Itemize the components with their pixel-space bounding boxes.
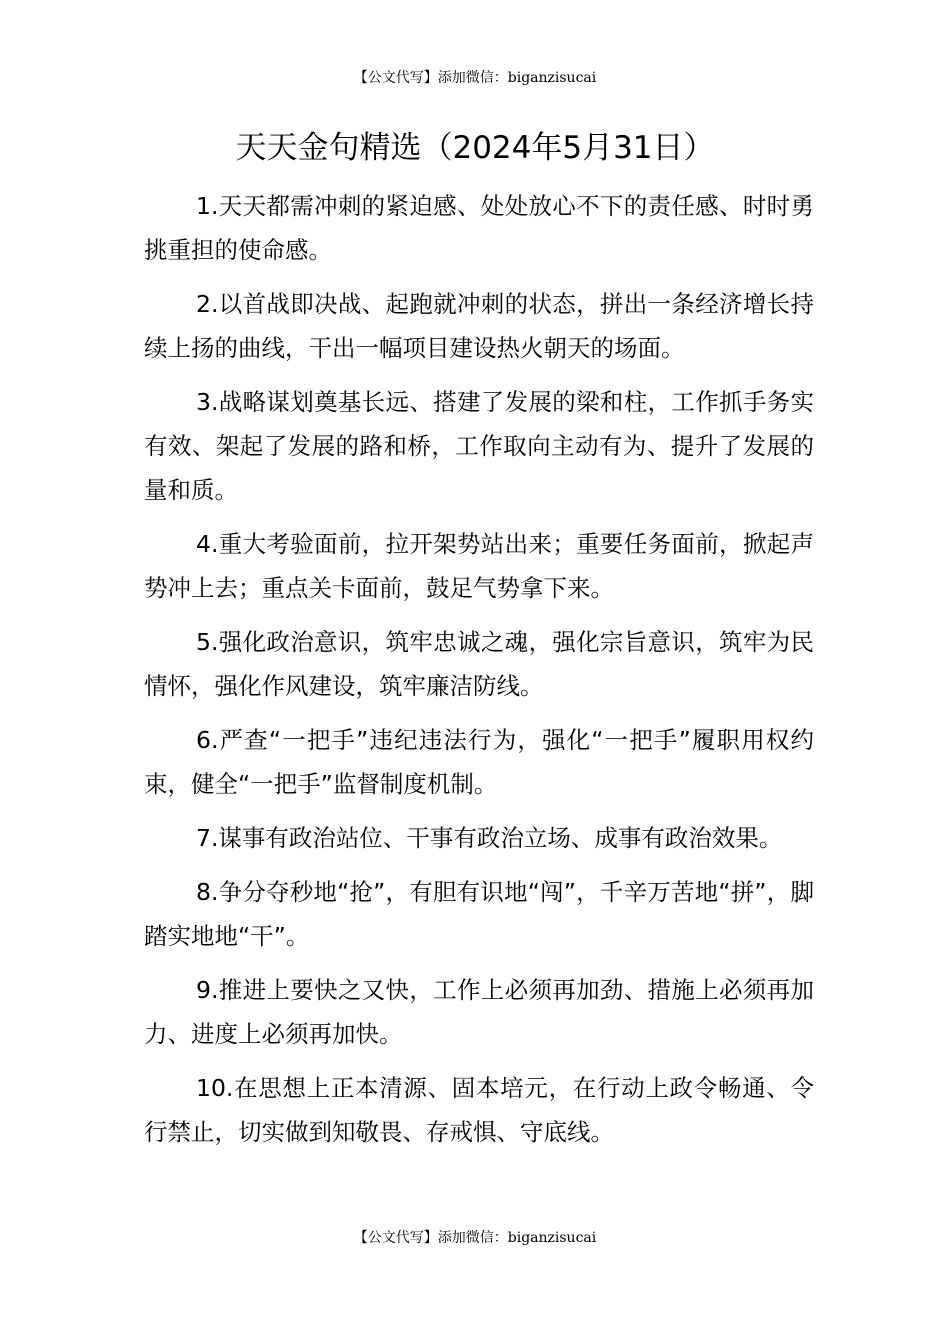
paragraph-5: 5.强化政治意识，筑牢忠诚之魂，强化宗旨意识，筑牢为民情怀，强化作风建设，筑牢廉洁防线。 bbox=[144, 628, 814, 700]
document-body bbox=[144, 184, 814, 1164]
paragraph-10: 10.在思想上正本清源、固本培元，在行动上政令畅通、令行禁止，切实做到知敬畏、存戒惧、守底线。 bbox=[144, 1074, 814, 1146]
paragraph-7: 7.谋事有政治站位、干事有政治立场、成事有政治效果。 bbox=[196, 824, 783, 852]
paragraph-8: 8.争分夺秒地“抢”，有胆有识地“闯”，千辛万苦地“拼”，脚踏实地地“干”。 bbox=[144, 878, 814, 950]
paragraph-4: 4.重大考验面前，拉开架势站出来；重要任务面前，掀起声势冲上去；重点关卡面前，鼓足气势拿下来。 bbox=[144, 530, 814, 602]
header-note: 【公文代写】添加微信：biganzisucai bbox=[353, 70, 597, 86]
document-title: 天天金句精选（2024年5月31日） bbox=[235, 130, 715, 166]
paragraph-3: 3.战略谋划奠基长远、搭建了发展的梁和柱，工作抓手务实有效、架起了发展的路和桥，工作取向主动有为、提升了发展的量和质。 bbox=[144, 388, 814, 504]
paragraph-6: 6.严查“一把手”违纪违法行为，强化“一把手”履职用权约束，健全“一把手”监督制度机制。 bbox=[144, 726, 814, 798]
paragraph-1: 1.天天都需冲刺的紧迫感、处处放心不下的责任感、时时勇挑重担的使命感。 bbox=[144, 192, 814, 264]
paragraph-9: 9.推进上要快之又快，工作上必须再加劲、措施上必须再加力、进度上必须再加快。 bbox=[144, 976, 814, 1048]
paragraph-2: 2.以首战即决战、起跑就冲刺的状态，拼出一条经济增长持续上扬的曲线，干出一幅项目建设热火朝天的场面。 bbox=[144, 290, 814, 362]
footer-note: 【公文代写】添加微信：biganzisucai bbox=[353, 1230, 597, 1246]
